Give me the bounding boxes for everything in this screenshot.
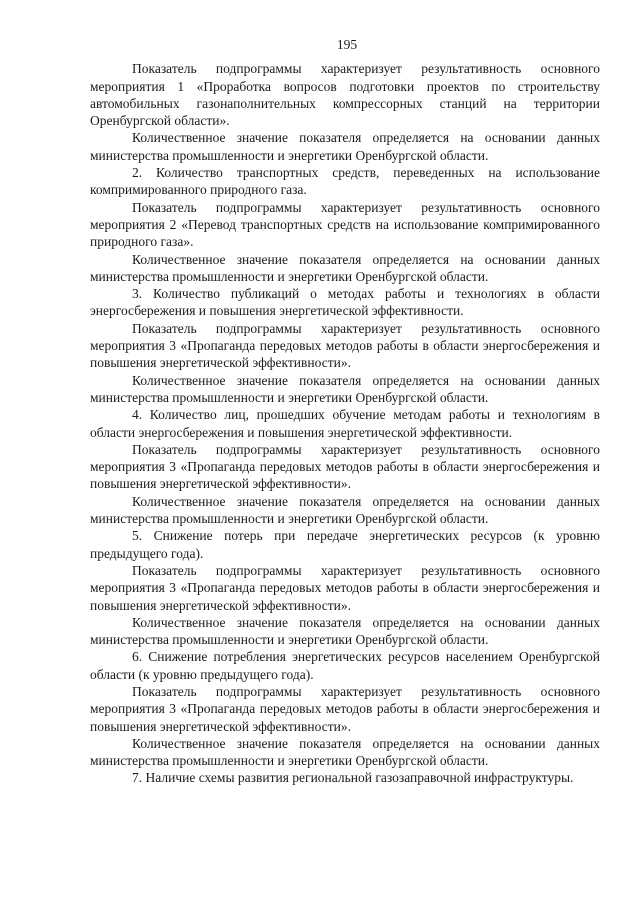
paragraph: Показатель подпрограммы характеризует результативность основного мероприятия 3 «Пропаганда передовых методов работы в области энергосбережения и повышения энергетической эффективности». bbox=[90, 562, 600, 613]
paragraph: Показатель подпрограммы характеризует результативность основного мероприятия 2 «Перевод транспортных средств на использование компримированного природного газа». bbox=[90, 199, 600, 250]
paragraph: 3. Количество публикаций о методах работы и технологиях в области энергосбережения и повышения энергетической эффективности. bbox=[90, 286, 600, 319]
paragraph: Количественное значение показателя определяется на основании данных министерства промышленности и энергетики Оренбургской области. bbox=[90, 493, 600, 527]
paragraph: 5. Снижение потерь при передаче энергетических ресурсов (к уровню предыдущего года). bbox=[90, 528, 600, 561]
paragraph: 4. Количество лиц, прошедших обучение методам работы и технологиям в области энергосбережения и повышения энергетической эффективности. bbox=[90, 407, 600, 440]
paragraph: Показатель подпрограммы характеризует результативность основного мероприятия 3 «Пропаганда передовых методов работы в области энергосбережения и повышения энергетической эффективности». bbox=[90, 441, 600, 492]
document-page bbox=[90, 36, 600, 787]
paragraph: 6. Снижение потребления энергетических ресурсов населением Оренбургской области (к уровню предыдущего года). bbox=[90, 649, 600, 682]
page-number: 195 bbox=[336, 37, 358, 52]
paragraph: Показатель подпрограммы характеризует результативность основного мероприятия 3 «Пропаганда передовых методов работы в области энергосбережения и повышения энергетической эффективности». bbox=[90, 320, 600, 371]
paragraph: Количественное значение показателя определяется на основании данных министерства промышленности и энергетики Оренбургской области. bbox=[90, 735, 600, 769]
paragraph: Количественное значение показателя определяется на основании данных министерства промышленности и энергетики Оренбургской области. bbox=[90, 130, 600, 163]
paragraph: Показатель подпрограммы характеризует результативность основного мероприятия 1 «Проработка вопросов подготовки проектов по строительству автомобильных газонаполнительных компрессорных станций на территории Оренбургской области». bbox=[90, 61, 600, 129]
paragraph: Показатель подпрограммы характеризует результативность основного мероприятия 3 «Пропаганда передовых методов работы в области энергосбережения и повышения энергетической эффективности». bbox=[90, 683, 600, 734]
paragraph: Количественное значение показателя определяется на основании данных министерства промышленности и энергетики Оренбургской области. bbox=[90, 251, 600, 284]
paragraph: Количественное значение показателя определяется на основании данных министерства промышленности и энергетики Оренбургской области. bbox=[90, 614, 600, 648]
paragraph: 7. Наличие схемы развития региональной газозаправочной инфраструктуры. bbox=[132, 770, 574, 786]
paragraph: Количественное значение показателя определяется на основании данных министерства промышленности и энергетики Оренбургской области. bbox=[90, 372, 600, 405]
paragraph: 2. Количество транспортных средств, переведенных на использование компримированного природного газа. bbox=[90, 165, 600, 198]
